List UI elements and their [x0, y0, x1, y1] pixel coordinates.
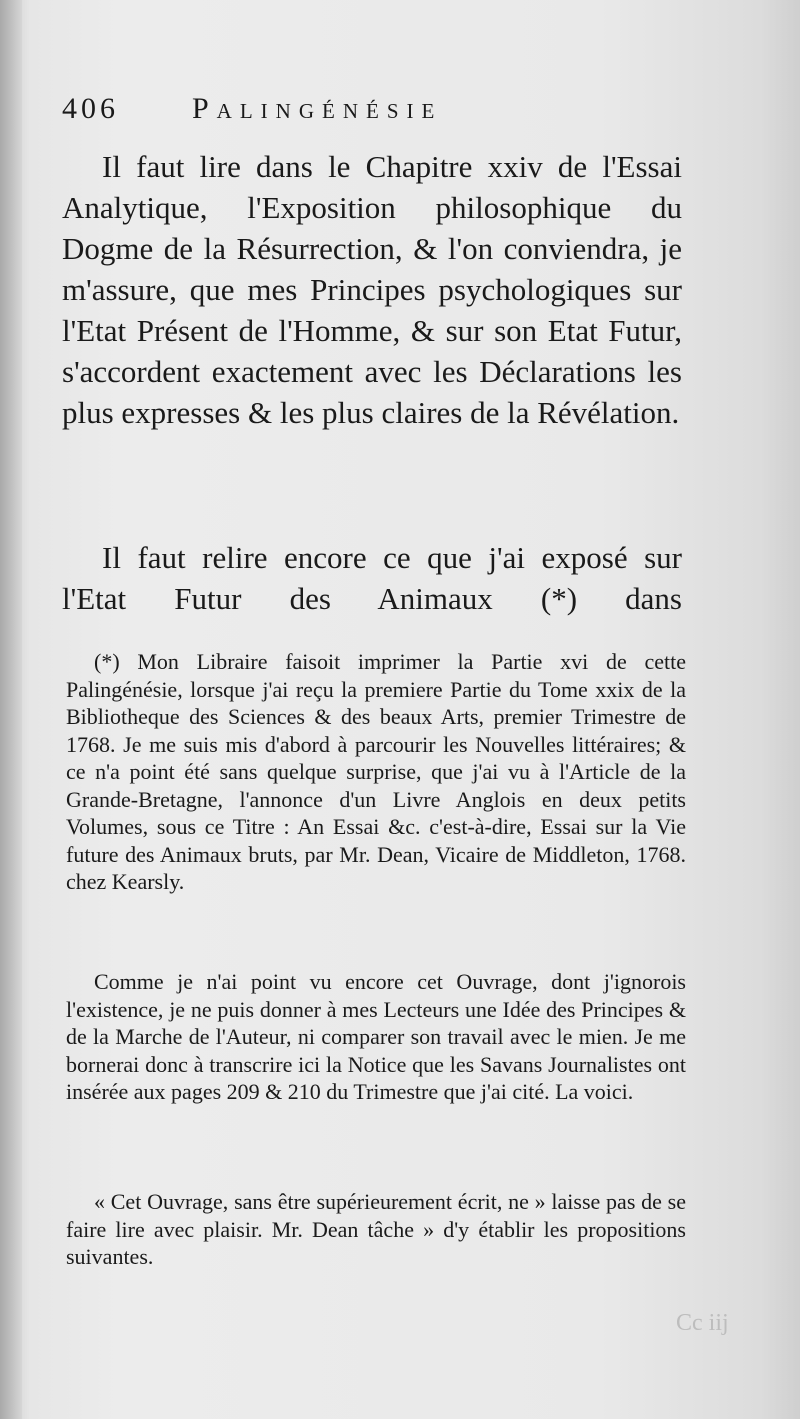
running-title: Palingénésie	[192, 92, 443, 125]
body-paragraph-2: Il faut relire encore ce que j'ai exposé sur l'Etat Futur des Animaux (*) dans	[62, 540, 682, 616]
signature-mark: Cc iij	[676, 1310, 729, 1336]
page-header	[62, 92, 682, 132]
page-gutter	[0, 0, 22, 1419]
footnote-paragraph-1: (*) Mon Libraire faisoit imprimer la Partie xvi de cette Palingénésie, lorsque j'ai reçu la premiere Partie du Tome xxix de la Bibliotheque des Sciences & des beaux Arts, premier Trimestre de 1768. Je me suis mis d'abord à parcourir les Nouvelles littéraires; & ce n'a point été sans quelque surprise, que j'ai vu à l'Article de la Grande-Bretagne, l'annonce d'un Livre Anglois en deux petits Volumes, sous ce Titre : An Essai &c. c'est-à-dire, Essai sur la Vie future des Animaux bruts, par Mr. Dean, Vicaire de Middleton, 1768. chez Kearsly.	[66, 649, 686, 894]
page-number: 406	[62, 92, 119, 125]
footnote-quotation: « Cet Ouvrage, sans être supérieurement écrit, ne » laisse pas de se faire lire avec plaisir. Mr. Dean tâche » d'y établir les propositions suivantes.	[66, 1189, 686, 1269]
footnote-paragraph-2: Comme je n'ai point vu encore cet Ouvrage, dont j'ignorois l'existence, je ne puis donner à mes Lecteurs une Idée des Principes & de la Marche de l'Auteur, ni comparer son travail avec le mien. Je me bornerai donc à transcrire ici la Notice que les Savans Journalistes ont insérée aux pages 209 & 210 du Trimestre que j'ai cité. La voici.	[66, 969, 686, 1104]
body-paragraph-1: Il faut lire dans le Chapitre xxiv de l'Essai Analytique, l'Exposition philosophique du Dogme de la Résurrection, & l'on conviendra, je m'assure, que mes Principes psychologiques sur l'Etat Présent de l'Homme, & sur son Etat Futur, s'accordent exactement avec les Déclarations les plus expresses & les plus claires de la Révélation.	[62, 149, 682, 430]
